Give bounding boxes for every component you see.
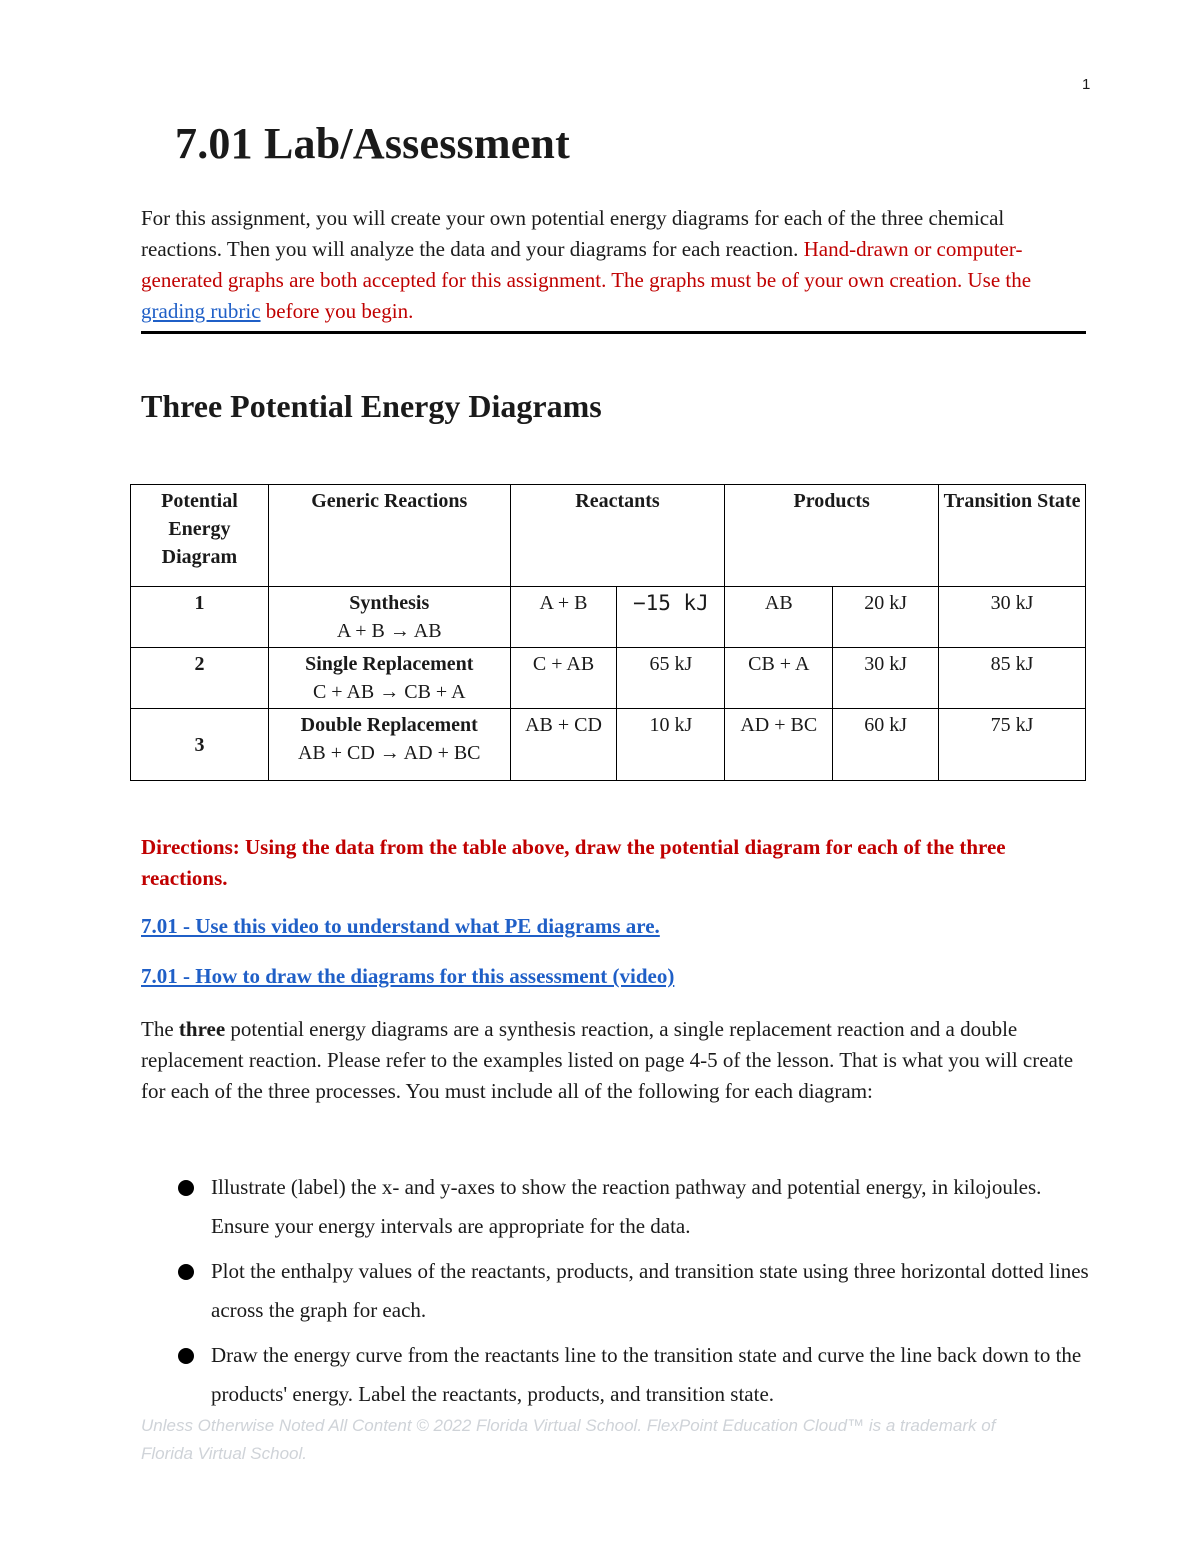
list-item xyxy=(170,1168,1090,1246)
transition-energy: 85 kJ xyxy=(939,648,1086,709)
requirements-list xyxy=(170,1168,1090,1420)
bullet-icon xyxy=(178,1348,194,1364)
body-prefix: The xyxy=(141,1017,179,1041)
bullet-icon xyxy=(178,1180,194,1196)
body-paragraph xyxy=(141,1014,1086,1107)
list-item xyxy=(170,1252,1090,1330)
intro-red-text-end: before you begin. xyxy=(260,299,414,323)
intro-red-text: Hand-drawn or computer-generated graphs are both accepted for this assignment. The graphs must be of your own creation. Use the xyxy=(141,237,1032,292)
transition-energy: 30 kJ xyxy=(939,587,1086,648)
reactant-energy: −15 kJ xyxy=(617,587,725,648)
reactant-energy: 65 kJ xyxy=(617,648,725,709)
reaction-equation: AB + CD → AD + BC xyxy=(297,742,481,764)
list-item-text: Draw the energy curve from the reactants line to the transition state and curve the line back down to the products' energy. Label the reactants, products, and transition state. xyxy=(211,1343,1082,1406)
list-item-text: Plot the enthalpy values of the reactants, products, and transition state using three horizontal dotted lines across the graph for each. xyxy=(211,1259,1089,1322)
product-energy: 30 kJ xyxy=(833,648,939,709)
products-cell: AB xyxy=(725,587,833,648)
reactants-cell: C + AB xyxy=(510,648,617,709)
header-transition: Transition State xyxy=(939,485,1086,587)
directions-text: Directions: Using the data from the table above, draw the potential diagram for each of the three reactions. xyxy=(141,835,1006,890)
video-link-item xyxy=(141,964,674,989)
page-title: 7.01 Lab/Assessment xyxy=(175,119,570,168)
products-cell: AD + BC xyxy=(725,709,833,781)
reaction-cell xyxy=(268,587,510,648)
table-row xyxy=(131,648,1086,709)
header-reactants: Reactants xyxy=(510,485,725,587)
product-energy: 20 kJ xyxy=(833,587,939,648)
reaction-equation: A + B → AB xyxy=(336,620,442,642)
reaction-cell xyxy=(268,709,510,781)
reaction-data-table xyxy=(130,484,1086,781)
row-number: 1 xyxy=(131,587,269,648)
table-row xyxy=(131,709,1086,781)
header-diagram: Potential Energy Diagram xyxy=(131,485,269,587)
bullet-icon xyxy=(178,1264,194,1280)
reaction-type: Synthesis xyxy=(349,592,430,614)
reactants-cell: A + B xyxy=(510,587,617,648)
list-item xyxy=(170,1336,1090,1414)
transition-energy: 75 kJ xyxy=(939,709,1086,781)
intro-text: For this assignment, you will create your own potential energy diagrams for each of the three chemical reactions. Then you will analyze the data and your diagrams for each reaction. xyxy=(141,206,1005,261)
body-rest: potential energy diagrams are a synthesis reaction, a single replacement reaction and a double replacement reaction. Please refer to the examples listed on page 4-5 of the lesson. That is what you will create for each of the three processes. You must include all of the following for each diagram: xyxy=(141,1017,1074,1103)
products-cell: CB + A xyxy=(725,648,833,709)
reaction-type: Single Replacement xyxy=(305,653,474,675)
page-number: 1 xyxy=(1082,76,1091,93)
reactant-energy: 10 kJ xyxy=(617,709,725,781)
reactants-cell: AB + CD xyxy=(510,709,617,781)
reaction-cell xyxy=(268,648,510,709)
table-row xyxy=(131,587,1086,648)
header-reactions: Generic Reactions xyxy=(268,485,510,587)
row-number: 3 xyxy=(131,709,269,781)
video-link-how-to-draw[interactable]: 7.01 - How to draw the diagrams for this assessment (video) xyxy=(141,964,675,988)
grading-rubric-link[interactable]: grading rubric xyxy=(141,299,261,323)
row-number: 2 xyxy=(131,648,269,709)
reaction-type: Double Replacement xyxy=(300,714,478,736)
product-energy: 60 kJ xyxy=(833,709,939,781)
section-heading: Three Potential Energy Diagrams xyxy=(141,388,602,424)
video-link-pe-diagrams[interactable]: 7.01 - Use this video to understand what PE diagrams are. xyxy=(141,914,660,938)
reaction-equation: C + AB → CB + A xyxy=(312,681,466,703)
header-products: Products xyxy=(725,485,939,587)
body-bold-word: three xyxy=(178,1017,226,1041)
footer-copyright: Unless Otherwise Noted All Content © 2022 Florida Virtual School. FlexPoint Education Cloud™ is a trademark of Florida Virtual School. xyxy=(141,1416,996,1463)
intro-paragraph xyxy=(141,203,1086,334)
table-header-row xyxy=(131,485,1086,587)
video-link-item xyxy=(141,914,660,939)
list-item-text: Illustrate (label) the x- and y-axes to show the reaction pathway and potential energy, in kilojoules. Ensure your energy intervals are appropriate for the data. xyxy=(211,1175,1042,1238)
